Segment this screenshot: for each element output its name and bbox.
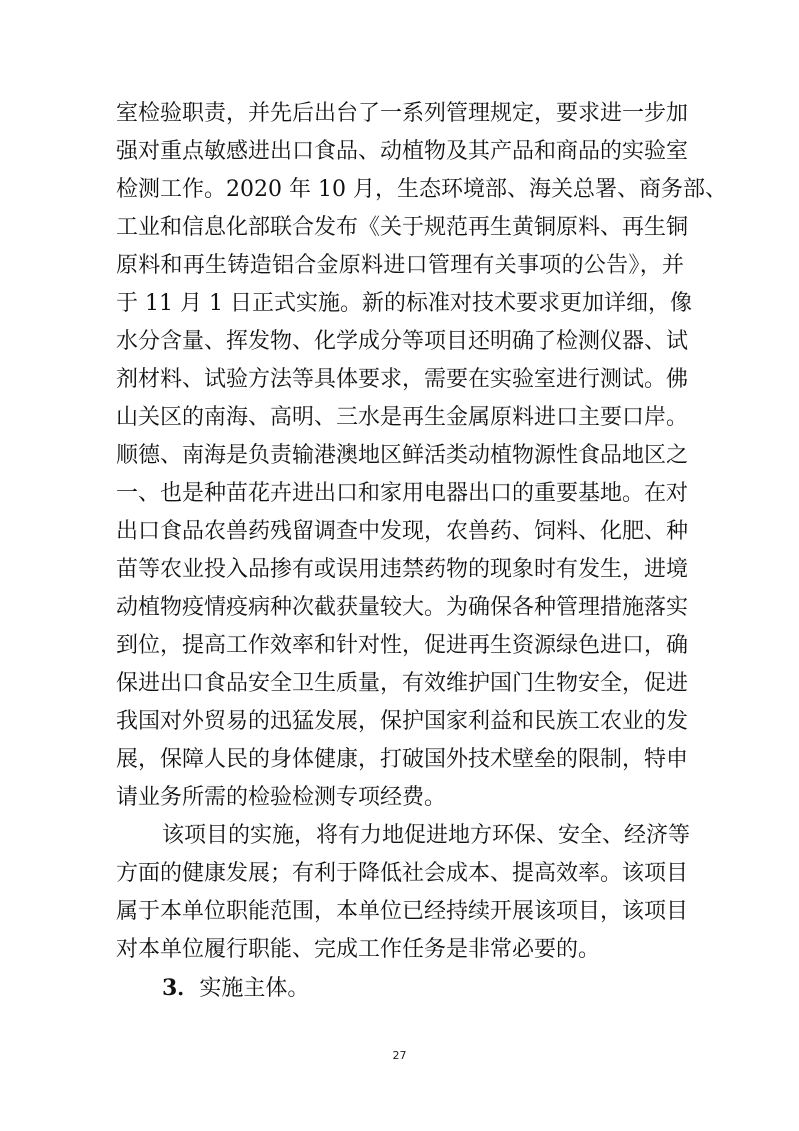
text-line: 于 11 月 1 日正式实施。新的标准对技术要求更加详细，像 — [116, 291, 692, 316]
text-line: 剂材料、试验方法等具体要求，需要在实验室进行测试。佛 — [116, 367, 689, 392]
text-line: 请业务所需的检验检测专项经费。 — [116, 785, 447, 810]
section-title: 实施主体。 — [199, 976, 310, 1001]
text-line: 一、也是种苗花卉进出口和家用电器出口的重要基地。在对 — [116, 481, 689, 506]
text-line: 该项目的实施，将有力地促进地方环保、安全、经济等 — [162, 823, 691, 848]
text-line: 山关区的南海、高明、三水是再生金属原料进口主要口岸。 — [116, 405, 689, 430]
text-line: 工业和信息化部联合发布《关于规范再生黄铜原料、再生铜 — [116, 215, 689, 240]
text-line: 顺德、南海是负责输港澳地区鲜活类动植物源性食品地区之 — [116, 443, 689, 468]
text-line: 动植物疫情疫病种次截获量较大。为确保各种管理措施落实 — [116, 595, 689, 620]
text-line: 属于本单位职能范围，本单位已经持续开展该项目，该项目 — [116, 899, 689, 924]
text-line: 水分含量、挥发物、化学成分等项目还明确了检测仪器、试 — [116, 329, 689, 354]
text-line: 到位，提高工作效率和针对性，促进再生资源绿色进口，确 — [116, 633, 689, 658]
text-line: 原料和再生铸造铝合金原料进口管理有关事项的公告》，并 — [116, 253, 684, 278]
text-line: 强对重点敏感进出口食品、动植物及其产品和商品的实验室 — [116, 139, 689, 164]
text-line: 对本单位履行职能、完成工作任务是非常必要的。 — [116, 937, 601, 962]
text-line: 检测工作。2020 年 10 月，生态环境部、海关总署、商务部、 — [116, 177, 727, 202]
text-line: 保进出口食品安全卫生质量，有效维护国门生物安全，促进 — [116, 671, 689, 696]
text-line: 出口食品农兽药残留调查中发现，农兽药、饲料、化肥、种 — [116, 519, 689, 544]
text-line: 方面的健康发展；有利于降低社会成本、提高效率。该项目 — [116, 861, 689, 886]
text-line: 我国对外贸易的迅猛发展，保护国家利益和民族工农业的发 — [116, 709, 689, 734]
page-number: 27 — [392, 1049, 407, 1062]
section-heading — [162, 969, 562, 1007]
text-line: 苗等农业投入品掺有或误用违禁药物的现象时有发生，进境 — [116, 557, 689, 582]
text-line: 室检验职责，并先后出台了一系列管理规定，要求进一步加 — [116, 101, 689, 126]
section-number: 3． — [162, 975, 200, 1001]
text-line: 展，保障人民的身体健康，打破国外技术壁垒的限制，特申 — [116, 747, 689, 772]
